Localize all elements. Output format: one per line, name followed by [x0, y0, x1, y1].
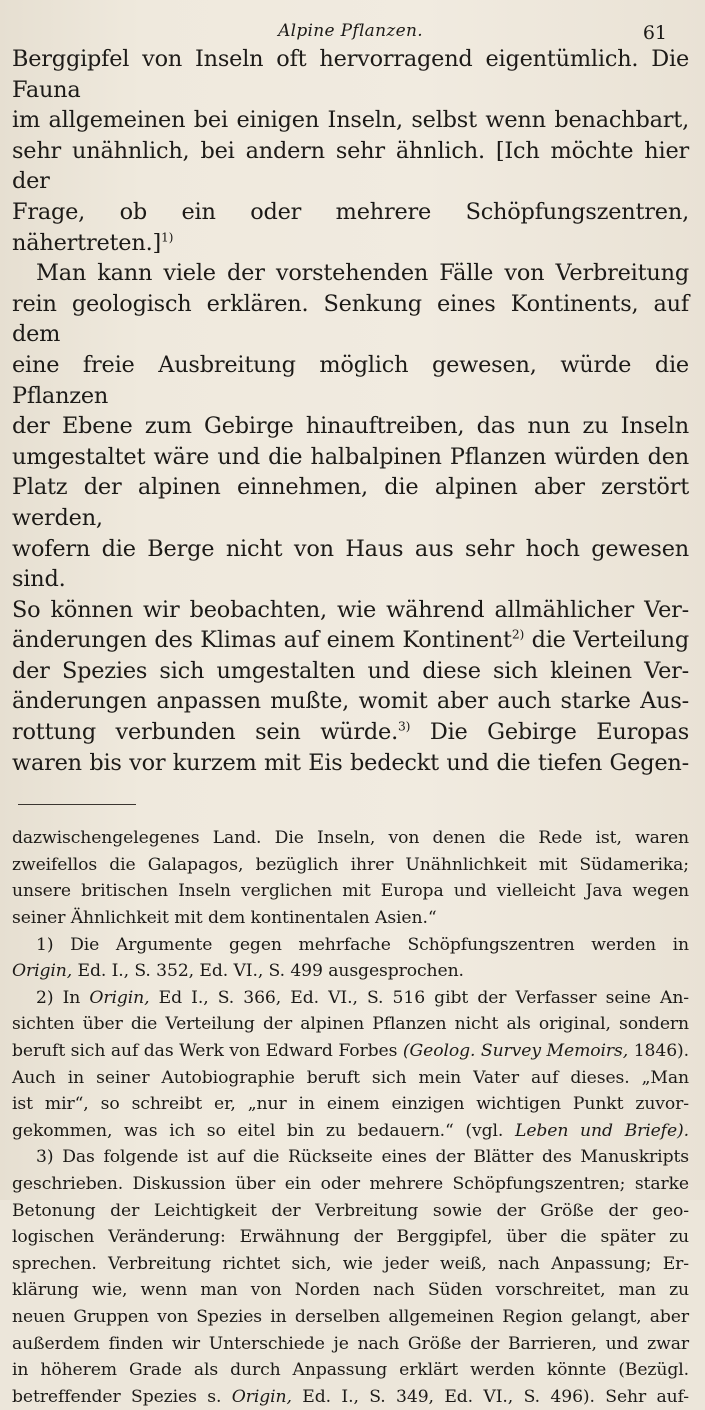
text-line — [12, 625, 689, 656]
footnote-line — [12, 1118, 689, 1145]
text-line: Berggipfel von Inseln oft hervorragend eigentümlich. Die Fauna — [12, 46, 689, 103]
footnote-line: ist mir“, so schreibt er, „nur in einem einzigen wichtigen Punkt zuvor- — [12, 1094, 689, 1115]
text-line: im allgemeinen bei einigen Inseln, selbst wenn benachbart, — [12, 107, 689, 134]
footnote-line: geschrieben. Diskussion über ein oder mehrere Schöpfungszentren; starke — [12, 1173, 689, 1194]
footnote-line: logischen Veränderung: Erwähnung der Berggipfel, über die später zu — [12, 1227, 689, 1248]
text-line: änderungen anpassen mußte, womit aber auch starke Aus- — [12, 688, 689, 715]
text-line-part: Die Gebirge Europas — [410, 719, 689, 746]
book-title: Origin, — [12, 961, 73, 982]
footnote-line: seiner Ähnlichkeit mit dem kontinentalen Asien.“ — [12, 908, 437, 929]
text-line: der Spezies sich umgestalten und diese sich kleinen Ver- — [12, 657, 689, 684]
footnote-line: neuen Gruppen von Spezies in derselben allgemeinen Region gelangt, aber — [12, 1306, 689, 1327]
text-line: sehr unähnlich, bei andern sehr ähnlich. [Ich möchte hier der — [12, 137, 689, 195]
running-title: Alpine Pflanzen. — [278, 21, 423, 41]
footnote-3: 3) Das folgende ist auf die Rückseite eines der Blätter des Manuskripts — [36, 1147, 689, 1168]
text-line: rein geologisch erklären. Senkung eines Kontinents, auf dem — [12, 290, 689, 348]
text-line: der Ebene zum Gebirge hinauftreiben, das nun zu Inseln — [12, 413, 689, 440]
running-head — [12, 0, 689, 44]
footnote-separator — [18, 804, 136, 805]
book-title: Origin, — [231, 1386, 292, 1407]
footnotes — [12, 825, 689, 1410]
footnote-marker: 2) — [511, 627, 525, 642]
footnote-line-part: 2) In — [36, 987, 90, 1008]
book-title: Origin, — [89, 987, 150, 1008]
footnote-line: klärung wie, wenn man von Norden nach Süden vorschreitet, man zu — [12, 1280, 689, 1301]
text-line: umgestaltet wäre und die halbalpinen Pflanzen würden den — [12, 443, 689, 470]
footnote-line-part: 1846). — [628, 1041, 690, 1061]
footnote-line — [12, 958, 689, 985]
book-title: (Geolog. Survey Memoirs, — [402, 1041, 629, 1061]
footnote-line: zweifellos die Galapagos, bezüglich ihrer Unähnlichkeit mit Südamerika; — [12, 854, 689, 875]
footnote-line: in höherem Grade als durch Anpassung erklärt werden könnte (Bezügl. — [12, 1360, 689, 1381]
footnote-line: unsere britischen Inseln verglichen mit Europa und vielleicht Java wegen — [12, 881, 689, 902]
footnote-line: Auch in seiner Autobiographie beruft sich mein Vater auf dieses. „Man — [12, 1067, 689, 1088]
footnote-2 — [12, 985, 689, 1012]
text-line — [12, 717, 689, 748]
footnote-line-part: Ed I., S. 366, Ed. VI., S. 516 gibt der Verfasser seine An- — [149, 987, 689, 1008]
footnote-line-part: Ed. I., S. 349, Ed. VI., S. 496). Sehr auf- — [291, 1386, 689, 1407]
footnote-line-part: betreffender Spezies s. — [12, 1386, 232, 1407]
text-line: Man kann viele der vorstehenden Fälle von Verbreitung — [36, 260, 689, 287]
text-line: eine freie Ausbreitung möglich gewesen, würde die Pflanzen — [12, 351, 689, 409]
footnote-marker: 3) — [398, 719, 411, 734]
text-line — [12, 197, 689, 258]
footnote-line: sichten über die Verteilung der alpinen Pflanzen nicht als original, sondern — [12, 1014, 689, 1035]
footnote-line: Betonung der Leichtigkeit der Verbreitung sowie der Größe der geo- — [12, 1200, 689, 1221]
text-line-part: die Verteilung — [524, 627, 689, 654]
footnote-line-part: Ed. I., S. 352, Ed. VI., S. 499 ausgesprochen. — [72, 961, 464, 982]
footnote-marker: 1) — [161, 230, 174, 245]
text-line: So können wir beobachten, wie während allmählicher Ver- — [12, 596, 689, 623]
footnote-1: 1) Die Argumente gegen mehrfache Schöpfungszentren werden in — [36, 934, 689, 955]
page-number: 61 — [642, 22, 667, 44]
footnote-line: dazwischengelegenes Land. Die Inseln, von denen die Rede ist, waren — [12, 828, 689, 849]
text-line-part: Frage, ob ein oder mehrere Schöpfungszentren, nähertreten.] — [12, 198, 689, 256]
text-line-part: änderungen des Klimas auf einem Kontinent — [12, 627, 512, 654]
text-line: wofern die Berge nicht von Haus aus sehr hoch gewesen sind. — [12, 535, 689, 593]
footnote-line: sprechen. Verbreitung richtet sich, wie jeder weiß, nach Anpassung; Er- — [12, 1253, 689, 1274]
footnote-line-part: gekommen, was ich so eitel bin zu bedauern.“ (vgl. — [12, 1120, 515, 1141]
text-line-part: rottung verbunden sein würde. — [12, 719, 398, 746]
main-text — [12, 44, 689, 778]
book-title: Leben und Briefe). — [515, 1120, 689, 1141]
text-line: waren bis vor kurzem mit Eis bedeckt und die tiefen Gegen- — [12, 749, 689, 776]
footnote-line: außerdem finden wir Unterschiede je nach Größe der Barrieren, und zwar — [12, 1333, 689, 1354]
footnote-line — [12, 1384, 689, 1410]
footnote-line — [12, 1038, 689, 1065]
footnote-line-part: beruft sich auf das Werk von Edward Forbes — [12, 1041, 403, 1061]
text-line: Platz der alpinen einnehmen, die alpinen aber zerstört werden, — [12, 474, 689, 531]
